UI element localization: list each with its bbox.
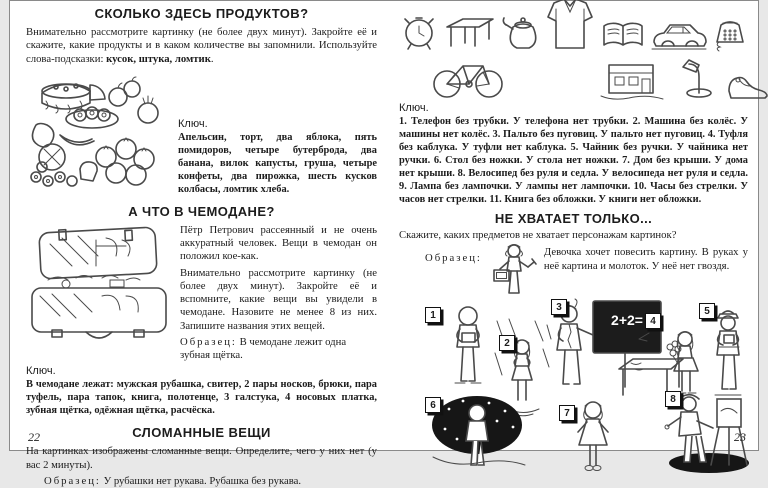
suitcase-sample-text: В чемодане лежит одна зубная щётка. bbox=[180, 335, 347, 362]
house-icon bbox=[599, 51, 663, 99]
sample-label: Образец: bbox=[425, 252, 482, 264]
key-label: Ключ. bbox=[178, 117, 208, 130]
book-icon bbox=[600, 19, 646, 51]
alarm-clock-icon bbox=[399, 11, 439, 51]
page-left bbox=[10, 1, 385, 487]
car-icon bbox=[650, 19, 708, 51]
open-suitcase-illustration bbox=[26, 224, 172, 354]
figure-badge: 5 bbox=[699, 303, 715, 319]
section-title-broken: СЛОМАННЫЕ ВЕЩИ bbox=[132, 425, 271, 441]
coat-icon bbox=[545, 0, 595, 51]
figure-badge: 4 bbox=[645, 313, 661, 329]
shoe-icon bbox=[725, 67, 768, 99]
sample-label: Образец: bbox=[44, 474, 101, 487]
book-spread bbox=[9, 0, 759, 487]
key-label: Ключ. bbox=[26, 365, 56, 378]
figure-boy-with-book bbox=[439, 303, 497, 395]
figure-girl-in-dress bbox=[569, 399, 617, 475]
section-title-products: СКОЛЬКО ЗДЕСЬ ПРОДУКТОВ? bbox=[94, 6, 309, 21]
products-key-block bbox=[178, 69, 377, 196]
broken-things-key-text: 1. Телефон без трубки. У телефона нет трубки. 2. Машина без колёс. У машины нет колёс. 3. Пальто без пуговиц. У пальто нет пуговиц. 4. Туфля без каблука. У туфли нет каблука. 5. Чайник без ручки. У чайника нет ручки. 6. Стол без ножки. У стола нет ножки. 7. Дом без крыши. У дома нет крыши. 8. Велосипед без руля и седла. У велосипеда нет руля и седла. 9. Лампа без лампочки. У лампы нет лампочки. 10. Часы без стрелки. У часов нет стрелки. 11. Книга без обложки. У книги нет обложки. bbox=[399, 116, 748, 205]
missing-sample-row bbox=[399, 242, 748, 298]
page-number-right: 23 bbox=[734, 430, 746, 444]
page-right bbox=[385, 1, 760, 450]
figure-soldier bbox=[705, 305, 751, 401]
figure-badge: 8 bbox=[665, 391, 681, 407]
products-intro-text: Внимательно рассмотрите картинку (не более двух минут). Закройте её и скажите, какие продукты и в каком количестве вы запомнили. Используйте слова-подсказки: bbox=[26, 26, 377, 65]
figure-badge: 3 bbox=[551, 299, 567, 315]
products-intro bbox=[26, 26, 377, 66]
suitcase-section-body bbox=[26, 224, 377, 420]
broken-objects-row2 bbox=[399, 51, 748, 99]
girl-with-picture-illustration bbox=[492, 242, 536, 298]
suitcase-para1: Пётр Петрович рассеянный и не очень аккуратный человек. Вещи в чемодан он положил кое-как. bbox=[180, 223, 377, 263]
figure-boy-at-night bbox=[429, 393, 529, 473]
page-number-left: 22 bbox=[28, 430, 40, 444]
kettle-icon bbox=[499, 13, 541, 51]
broken-sample bbox=[26, 475, 377, 488]
section-title-suitcase: А ЧТО В ЧЕМОДАНЕ? bbox=[128, 203, 275, 219]
missing-figures bbox=[399, 299, 748, 475]
figure-badge: 6 bbox=[425, 397, 441, 413]
products-section-body bbox=[26, 69, 377, 198]
missing-para1: Скажите, каких предметов не хватает персонажам картинок? bbox=[399, 229, 677, 241]
bicycle-icon bbox=[429, 53, 507, 99]
products-intro-end: . bbox=[210, 52, 214, 65]
products-key-text: Апельсин, торт, два яблока, пять помидоров, четыре бутерброда, два банана, вилок капусты, груша, четыре конфеты, два пирожка, шесть кусков колбасы, ломтик хлеба. bbox=[178, 131, 377, 195]
figure-badge: 2 bbox=[499, 335, 515, 351]
figure-badge: 7 bbox=[559, 405, 575, 421]
section-title-missing: НЕ ХВАТАЕТ ТОЛЬКО... bbox=[494, 211, 653, 226]
suitcase-para2: Внимательно рассмотрите картинку (не более двух минут). Закройте её и вспомните, какие вещи вы увидели в чемодане. Назовите не менее 8 из них. Запишите названия этих вещей. bbox=[180, 266, 377, 332]
broken-sample-text: У рубашки нет рукава. Рубашка без рукава. bbox=[103, 474, 302, 487]
broken-para1: На картинках изображены сломанные вещи. Определите, чего у них нет (у вас 2 минуты). bbox=[26, 445, 377, 471]
table-icon bbox=[443, 13, 495, 51]
sample-label: Образец: bbox=[180, 335, 237, 348]
products-hint-words: кусок, штука, ломтик bbox=[106, 52, 211, 65]
food-pile-illustration bbox=[26, 69, 166, 191]
lamp-icon bbox=[675, 53, 715, 99]
key-label: Ключ. bbox=[399, 102, 429, 114]
figure-badge: 1 bbox=[425, 307, 441, 323]
blackboard-text: 2+2= bbox=[611, 312, 643, 328]
missing-sample-text: Девочка хочет повесить картину. В руках у неё картина и молоток. У неё нет гвоздя. bbox=[543, 246, 748, 272]
telephone-icon bbox=[712, 13, 748, 51]
broken-objects-row1 bbox=[399, 5, 748, 51]
suitcase-key-text: В чемодане лежат: мужская рубашка, свитер, 2 пары носков, брюки, пара туфель, пара тапок, книга, полотенце, 3 галстука, 4 носовых платка, зубная щётка, одёжная щётка, расчёска. bbox=[26, 379, 377, 417]
